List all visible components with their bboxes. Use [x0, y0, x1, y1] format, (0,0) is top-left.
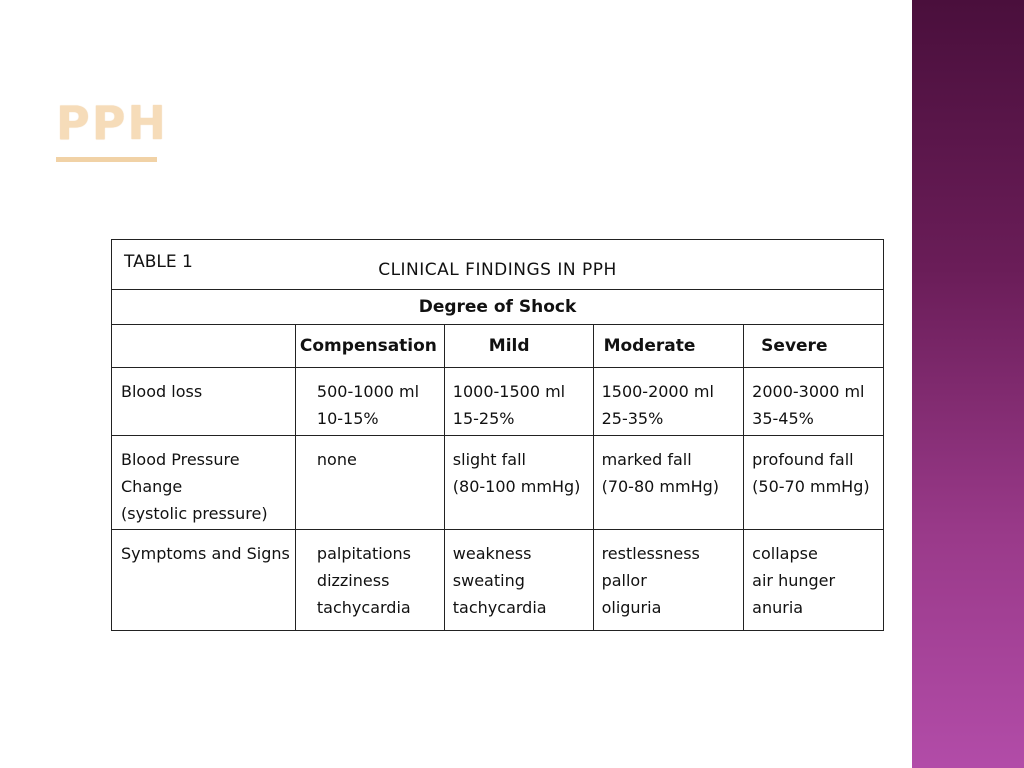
- table-row: [112, 436, 884, 530]
- cell-blood-loss-compensation: 500-1000 ml 10-15%: [295, 368, 444, 436]
- table-row: [112, 530, 884, 631]
- col-header-compensation: Compensation: [295, 325, 444, 368]
- cell-bp-moderate: marked fall (70-80 mmHg): [593, 436, 744, 530]
- cell-symptoms-moderate: restlessness pallor oliguria: [593, 530, 744, 631]
- clinical-findings-table: [111, 239, 884, 631]
- slide-title: PPH: [56, 96, 168, 150]
- cell-blood-loss-severe: 2000-3000 ml 35-45%: [744, 368, 884, 436]
- decorative-sidebar: [912, 0, 1024, 768]
- group-header-row: [112, 290, 884, 325]
- row-label-blood-pressure: Blood Pressure Change (systolic pressure): [112, 436, 296, 530]
- table-row: [112, 368, 884, 436]
- cell-bp-compensation: none: [295, 436, 444, 530]
- cell-symptoms-mild: weakness sweating tachycardia: [444, 530, 593, 631]
- col-header-moderate: Moderate: [593, 325, 744, 368]
- column-header-row: [112, 325, 884, 368]
- row-label-blood-loss: Blood loss: [112, 368, 296, 436]
- row-label-symptoms: Symptoms and Signs: [112, 530, 296, 631]
- cell-bp-severe: profound fall (50-70 mmHg): [744, 436, 884, 530]
- cell-blood-loss-moderate: 1500-2000 ml 25-35%: [593, 368, 744, 436]
- cell-symptoms-compensation: palpitations dizziness tachycardia: [295, 530, 444, 631]
- empty-header-cell: [112, 325, 296, 368]
- col-header-severe: Severe: [744, 325, 884, 368]
- col-header-mild: Mild: [444, 325, 593, 368]
- table-label: TABLE 1: [124, 252, 193, 272]
- title-underline: [56, 157, 157, 162]
- degree-of-shock-header: Degree of Shock: [112, 290, 884, 325]
- cell-blood-loss-mild: 1000-1500 ml 15-25%: [444, 368, 593, 436]
- cell-bp-mild: slight fall (80-100 mmHg): [444, 436, 593, 530]
- table-title: CLINICAL FINDINGS IN PPH: [378, 260, 617, 280]
- table-title-row: [112, 240, 884, 290]
- cell-symptoms-severe: collapse air hunger anuria: [744, 530, 884, 631]
